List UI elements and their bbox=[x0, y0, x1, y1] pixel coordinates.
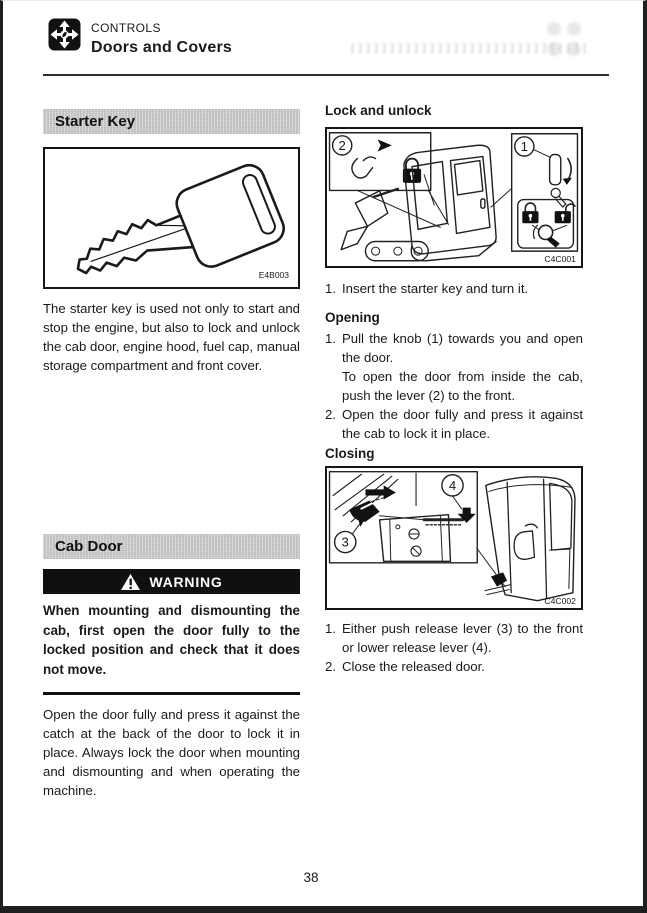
figure-code: E4B003 bbox=[258, 270, 289, 280]
lower-release-lever bbox=[491, 572, 507, 586]
chapter-label: CONTROLS bbox=[91, 21, 161, 35]
key-blade bbox=[70, 206, 193, 287]
scan-artifact bbox=[544, 19, 584, 59]
section-heading-starter-key bbox=[43, 109, 300, 134]
lock-unlock-heading: Lock and unlock bbox=[325, 103, 432, 118]
warning-title: WARNING bbox=[149, 573, 223, 590]
figure-code: C4C002 bbox=[544, 595, 576, 606]
warning-divider bbox=[43, 692, 300, 695]
warning-triangle-icon bbox=[120, 573, 141, 591]
callout-number: 1 bbox=[520, 138, 528, 154]
header-divider bbox=[43, 74, 609, 76]
step-note: To open the door from inside the cab, push the lever (2) to the front. bbox=[342, 369, 583, 403]
list-item: 1. Either push release lever (3) to the front or lower release lever (4). bbox=[325, 621, 583, 655]
list-item: 1. Pull the knob (1) towards you and open the door. To open the door from inside the cab, push the lever (2) to the front. bbox=[325, 331, 583, 403]
header bbox=[91, 21, 232, 57]
lock-unlock-illustration bbox=[327, 129, 581, 266]
callout-number: 2 bbox=[338, 137, 346, 153]
list-item: 2. Open the door fully and press it against the cab to lock it in place. bbox=[325, 407, 583, 441]
step-text: Pull the knob (1) towards you and open the door. bbox=[342, 331, 583, 365]
figure-code: C4C001 bbox=[544, 253, 576, 264]
list-item: 2. Close the released door. bbox=[325, 659, 485, 674]
callout-number: 3 bbox=[341, 534, 349, 550]
key-grip-slot bbox=[241, 173, 277, 236]
warning-text: When mounting and dismounting the cab, first open the door fully to the locked position and check that it does not move. bbox=[43, 603, 300, 677]
list-item: 1. Insert the starter key and turn it. bbox=[325, 281, 529, 296]
section-heading-cab-door bbox=[43, 534, 300, 559]
opening-steps bbox=[325, 329, 583, 443]
warning-banner bbox=[43, 569, 300, 594]
closing-figure bbox=[325, 466, 583, 610]
closing-steps bbox=[325, 619, 583, 676]
lock-unlock-steps bbox=[325, 279, 583, 298]
starter-key-figure bbox=[43, 147, 300, 289]
callout-number: 4 bbox=[448, 477, 457, 493]
right-column bbox=[325, 103, 583, 676]
page-title: Doors and Covers bbox=[91, 39, 233, 56]
page-number: 38 bbox=[303, 870, 319, 885]
move-arrows-icon bbox=[48, 18, 81, 51]
closing-heading: Closing bbox=[325, 446, 375, 461]
cab-door-paragraph: Open the door fully and press it against the catch at the back of the door to lock it in place. Always lock the door when mounting and dismounting and when operating the machine. bbox=[43, 707, 300, 799]
section-heading-label: Cab Door bbox=[55, 538, 123, 555]
opening-heading: Opening bbox=[325, 310, 380, 325]
left-column bbox=[43, 109, 300, 814]
key-illustration bbox=[45, 149, 298, 287]
closing-illustration bbox=[327, 468, 581, 608]
cab-drawing bbox=[485, 477, 575, 601]
lock-unlock-figure bbox=[325, 127, 583, 268]
section-heading-label: Starter Key bbox=[55, 113, 136, 130]
starter-key-paragraph: The starter key is used not only to start and stop the engine, but also to lock and unlock the cab door, engine hood, fuel cap, manual storage compartment and front cover. bbox=[43, 301, 300, 373]
